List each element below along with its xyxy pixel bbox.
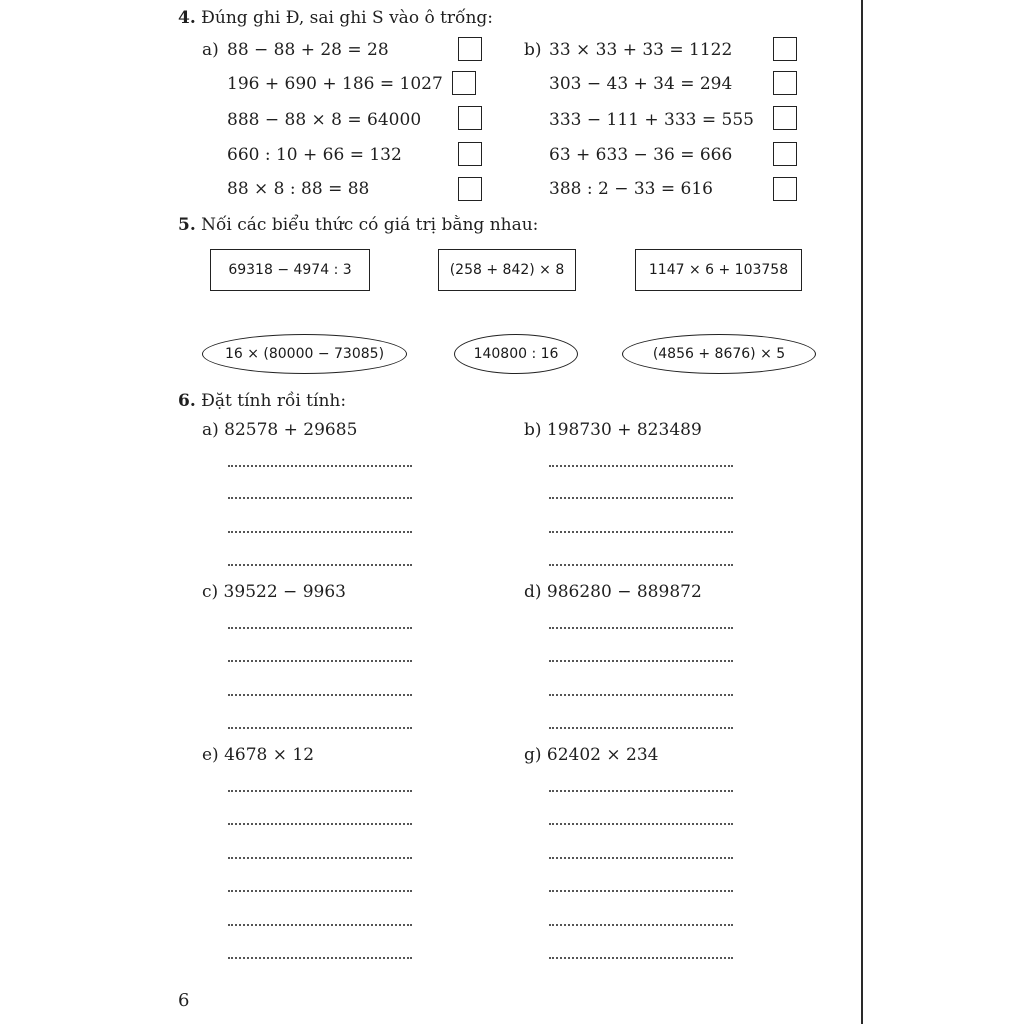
answer-line[interactable] (549, 957, 733, 959)
ex4-left-expr-4: 660 : 10 + 66 = 132 (227, 145, 402, 165)
answer-line[interactable] (549, 660, 733, 662)
ex4-right-expr-5: 388 : 2 − 33 = 616 (549, 179, 713, 199)
answer-line[interactable] (228, 660, 412, 662)
expression-box-3[interactable]: 1147 × 6 + 103758 (635, 249, 802, 291)
answer-box-a3[interactable] (458, 106, 482, 130)
answer-line[interactable] (228, 890, 412, 892)
exercise-4-title: 4. Đúng ghi Đ, sai ghi S vào ô trống: (178, 8, 494, 28)
answer-line[interactable] (228, 957, 412, 959)
problem-c: c) 39522 − 9963 (202, 582, 346, 602)
answer-box-a2[interactable] (452, 71, 476, 95)
answer-box-b4[interactable] (773, 142, 797, 166)
answer-line[interactable] (549, 857, 733, 859)
answer-box-b2[interactable] (773, 71, 797, 95)
part-a-label: a) (202, 40, 219, 60)
expression-oval-3[interactable]: (4856 + 8676) × 5 (622, 334, 816, 374)
ex4-left-expr-3: 888 − 88 × 8 = 64000 (227, 110, 422, 130)
answer-line[interactable] (228, 924, 412, 926)
answer-line[interactable] (549, 890, 733, 892)
answer-line[interactable] (549, 790, 733, 792)
expression-oval-1[interactable]: 16 × (80000 − 73085) (202, 334, 407, 374)
page-number: 6 (178, 990, 190, 1011)
problem-b: b) 198730 + 823489 (524, 420, 702, 440)
expression-oval-2[interactable]: 140800 : 16 (454, 334, 578, 374)
answer-line[interactable] (549, 564, 733, 566)
answer-box-a4[interactable] (458, 142, 482, 166)
exercise-6-title: 6. Đặt tính rồi tính: (178, 391, 347, 411)
answer-line[interactable] (228, 694, 412, 696)
part-b-label: b) (524, 40, 542, 60)
ex4-right-expr-4: 63 + 633 − 36 = 666 (549, 145, 733, 165)
answer-line[interactable] (228, 857, 412, 859)
expression-box-1[interactable]: 69318 − 4974 : 3 (210, 249, 370, 291)
expression-box-2[interactable]: (258 + 842) × 8 (438, 249, 576, 291)
answer-line[interactable] (549, 823, 733, 825)
answer-line[interactable] (549, 531, 733, 533)
problem-a: a) 82578 + 29685 (202, 420, 358, 440)
ex4-left-expr-5: 88 × 8 : 88 = 88 (227, 179, 370, 199)
answer-line[interactable] (228, 465, 412, 467)
problem-d: d) 986280 − 889872 (524, 582, 702, 602)
answer-box-b3[interactable] (773, 106, 797, 130)
ex4-right-expr-2: 303 − 43 + 34 = 294 (549, 74, 733, 94)
answer-box-b5[interactable] (773, 177, 797, 201)
problem-g: g) 62402 × 234 (524, 745, 659, 765)
answer-box-a1[interactable] (458, 37, 482, 61)
answer-line[interactable] (228, 823, 412, 825)
ex4-right-expr-3: 333 − 111 + 333 = 555 (549, 110, 754, 130)
answer-line[interactable] (228, 497, 412, 499)
answer-line[interactable] (228, 564, 412, 566)
ex4-left-expr-1: 88 − 88 + 28 = 28 (227, 40, 389, 60)
answer-line[interactable] (549, 627, 733, 629)
answer-line[interactable] (549, 497, 733, 499)
ex4-right-expr-1: 33 × 33 + 33 = 1122 (549, 40, 733, 60)
answer-box-b1[interactable] (773, 37, 797, 61)
answer-line[interactable] (228, 531, 412, 533)
answer-line[interactable] (549, 465, 733, 467)
exercise-5-title: 5. Nối các biểu thức có giá trị bằng nhau: (178, 215, 539, 235)
answer-line[interactable] (549, 727, 733, 729)
answer-line[interactable] (549, 694, 733, 696)
answer-line[interactable] (228, 627, 412, 629)
answer-line[interactable] (228, 727, 412, 729)
problem-e: e) 4678 × 12 (202, 745, 315, 765)
answer-line[interactable] (228, 790, 412, 792)
answer-line[interactable] (549, 924, 733, 926)
page-edge-rule (861, 0, 863, 1024)
answer-box-a5[interactable] (458, 177, 482, 201)
ex4-left-expr-2: 196 + 690 + 186 = 1027 (227, 74, 443, 94)
